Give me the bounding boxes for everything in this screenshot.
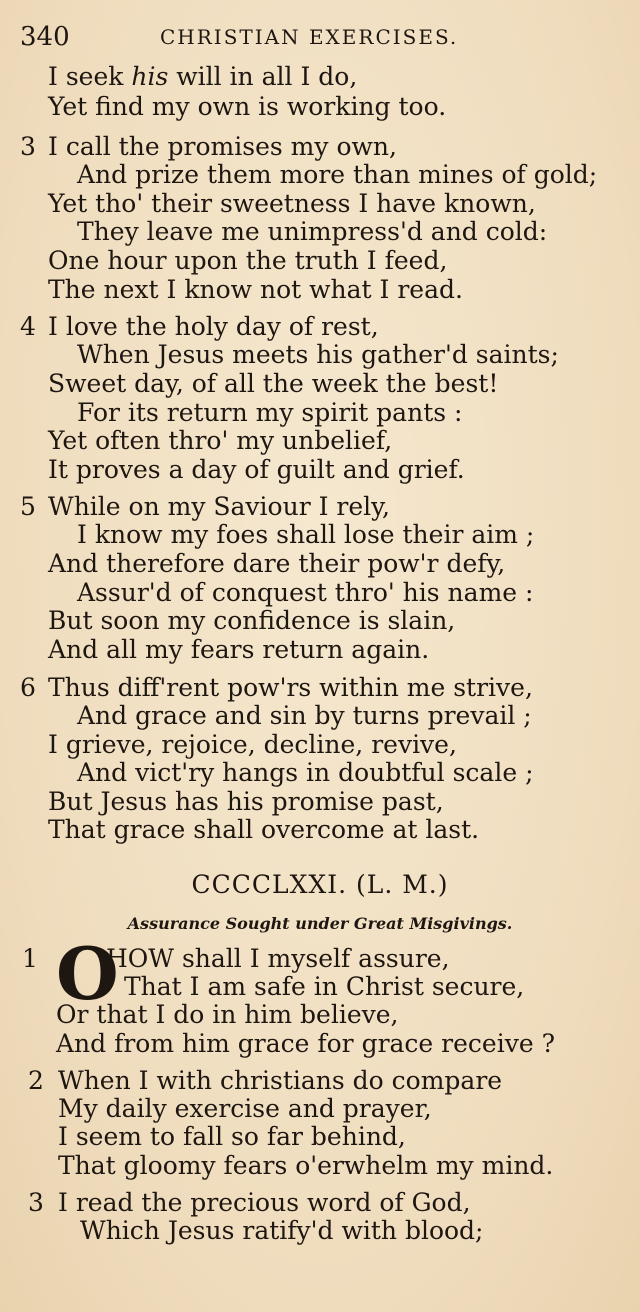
verse-line: That I am safe in Christ secure, <box>124 972 525 1001</box>
hymn-subtitle: Assurance Sought under Great Misgivings. <box>127 914 513 933</box>
stanza-number: 5 <box>20 492 36 521</box>
verse-line: That grace shall overcome at last. <box>48 815 480 844</box>
verse-line: And all my fears return again. <box>48 635 430 664</box>
verse-line: I call the promises my own, <box>48 132 397 161</box>
verse-line: And grace and sin by turns prevail ; <box>77 701 532 730</box>
verse-line: And prize them more than mines of gold; <box>77 160 598 189</box>
verse-line: When I with christians do compare <box>58 1066 503 1095</box>
verse-line: Thus diff'rent pow'rs within me strive, <box>48 673 533 702</box>
stanza-number: 6 <box>20 673 36 702</box>
verse-text: will in all I do, <box>168 62 358 91</box>
drop-cap: O <box>56 931 119 1016</box>
verse-line: I read the precious word of God, <box>58 1188 471 1217</box>
verse-line <box>48 62 357 92</box>
verse-line: That gloomy fears o'erwhelm my mind. <box>58 1151 554 1180</box>
stanza-number: 3 <box>28 1188 44 1217</box>
verse-line: I know my foes shall lose their aim ; <box>77 520 535 549</box>
verse-line: But Jesus has his promise past, <box>48 787 444 816</box>
verse-line: Which Jesus ratify'd with blood; <box>80 1216 484 1245</box>
italic-word: his <box>131 62 169 91</box>
verse-text: I seek <box>48 62 132 91</box>
verse-line: Yet find my own is working too. <box>48 92 447 121</box>
verse-line: And vict'ry hangs in doubtful scale ; <box>77 758 534 787</box>
verse-line: While on my Saviour I rely, <box>48 492 390 521</box>
verse-line: When Jesus meets his gather'd saints; <box>77 340 559 369</box>
verse-line: Yet tho' their sweetness I have known, <box>48 189 536 218</box>
verse-line: And therefore dare their pow'r defy, <box>48 549 506 578</box>
verse-line: I seem to fall so far behind, <box>58 1122 406 1151</box>
stanza-number: 3 <box>20 132 36 161</box>
verse-line: But soon my confidence is slain, <box>48 606 456 635</box>
verse-line: One hour upon the truth I feed, <box>48 246 448 275</box>
stanza-number: 4 <box>20 312 36 341</box>
running-title: CHRISTIAN EXERCISES. <box>160 25 459 49</box>
verse-line: Sweet day, of all the week the best! <box>48 369 499 398</box>
verse-line: For its return my spirit pants : <box>77 398 463 427</box>
verse-line: The next I know not what I read. <box>48 275 463 304</box>
verse-line: Or that I do in him believe, <box>56 1000 399 1029</box>
stanza-number: 2 <box>28 1066 44 1095</box>
verse-line: My daily exercise and prayer, <box>58 1094 432 1123</box>
page-header <box>20 20 490 54</box>
page-number: 340 <box>20 22 70 52</box>
verse-line: I grieve, rejoice, decline, revive, <box>48 730 457 759</box>
verse-line: I love the holy day of rest, <box>48 312 379 341</box>
stanza-number: 1 <box>22 944 38 973</box>
verse-line: And from him grace for grace receive ? <box>56 1029 555 1058</box>
verse-line: They leave me unimpress'd and cold: <box>77 217 548 246</box>
verse-line: HOW shall I myself assure, <box>106 944 450 973</box>
verse-line: Yet often thro' my unbelief, <box>48 426 393 455</box>
verse-line: Assur'd of conquest thro' his name : <box>77 578 534 607</box>
hymn-title: CCCCLXXI. (L. M.) <box>191 870 449 899</box>
verse-line: It proves a day of guilt and grief. <box>48 455 465 484</box>
